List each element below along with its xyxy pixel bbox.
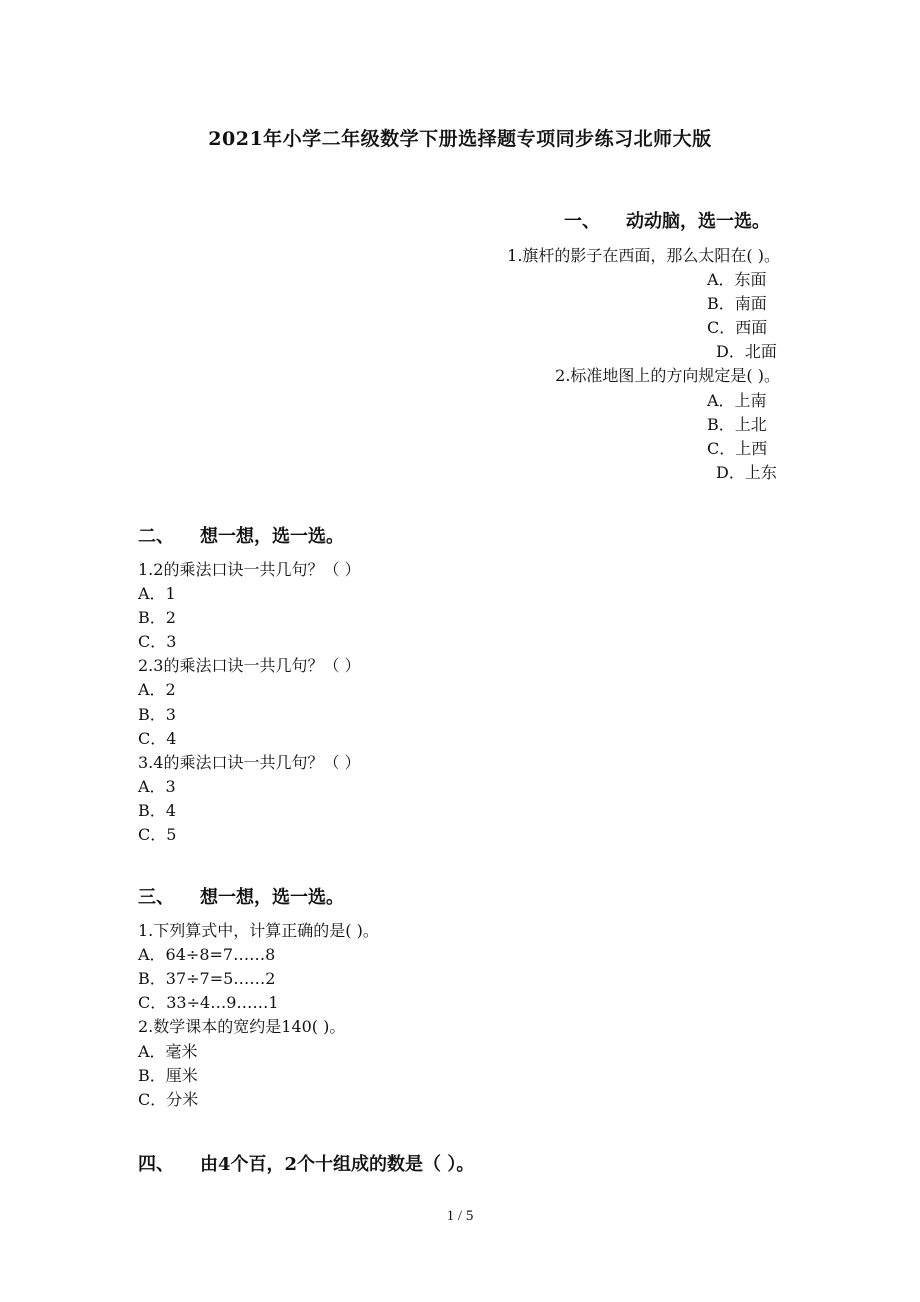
section-title: 想一想，选一选。 xyxy=(200,526,344,547)
section-title: 动动脑，选一选。 xyxy=(626,211,770,232)
option: C．上西 xyxy=(707,439,768,458)
question-stem: 1.下列算式中，计算正确的是( )。 xyxy=(138,921,379,940)
option: C．分米 xyxy=(138,1090,199,1109)
section-number: 四、 xyxy=(138,1154,174,1175)
option: A．上南 xyxy=(707,391,767,410)
section-number: 三、 xyxy=(138,887,174,908)
question-stem: 2.数学课本的宽约是140( )。 xyxy=(138,1017,346,1036)
section-4-heading xyxy=(138,1150,474,1176)
option: B．3 xyxy=(138,705,176,724)
option: B．南面 xyxy=(707,294,767,313)
question-stem: 1.2的乘法口诀一共几句？（ ） xyxy=(138,560,361,579)
option: B．2 xyxy=(138,608,176,627)
option: C．33÷4…9……1 xyxy=(138,993,279,1012)
option: A．1 xyxy=(138,584,176,603)
page-number: 1 / 5 xyxy=(446,1208,474,1224)
section-2-heading xyxy=(138,522,344,548)
option: B．上北 xyxy=(707,415,767,434)
option: D．北面 xyxy=(716,342,777,361)
option: C．5 xyxy=(138,825,177,844)
option: A．东面 xyxy=(707,270,767,289)
option: A．2 xyxy=(138,680,176,699)
option: A．3 xyxy=(138,777,176,796)
question-stem: 3.4的乘法口诀一共几句？（ ） xyxy=(138,753,361,772)
option: C．3 xyxy=(138,632,177,651)
section-title: 想一想，选一选。 xyxy=(200,887,344,908)
question-stem: 1.旗杆的影子在西面，那么太阳在( )。 xyxy=(507,246,780,265)
section-3-heading xyxy=(138,883,344,909)
option: D．上东 xyxy=(716,463,777,482)
option: A．64÷8=7……8 xyxy=(138,945,276,964)
option: B．37÷7=5……2 xyxy=(138,969,276,988)
section-1-heading xyxy=(564,207,770,233)
option: C．西面 xyxy=(707,318,768,337)
section-title: 由4个百，2个十组成的数是（ ）。 xyxy=(200,1154,475,1175)
section-number: 一、 xyxy=(564,211,600,232)
option: C．4 xyxy=(138,729,177,748)
option: B．厘米 xyxy=(138,1066,198,1085)
section-number: 二、 xyxy=(138,526,174,547)
question-stem: 2.3的乘法口诀一共几句？（ ） xyxy=(138,656,361,675)
option: B．4 xyxy=(138,801,176,820)
question-stem: 2.标准地图上的方向规定是( )。 xyxy=(555,366,780,385)
option: A．毫米 xyxy=(138,1042,198,1061)
page-title: 2021年小学二年级数学下册选择题专项同步练习北师大版 xyxy=(208,128,712,150)
